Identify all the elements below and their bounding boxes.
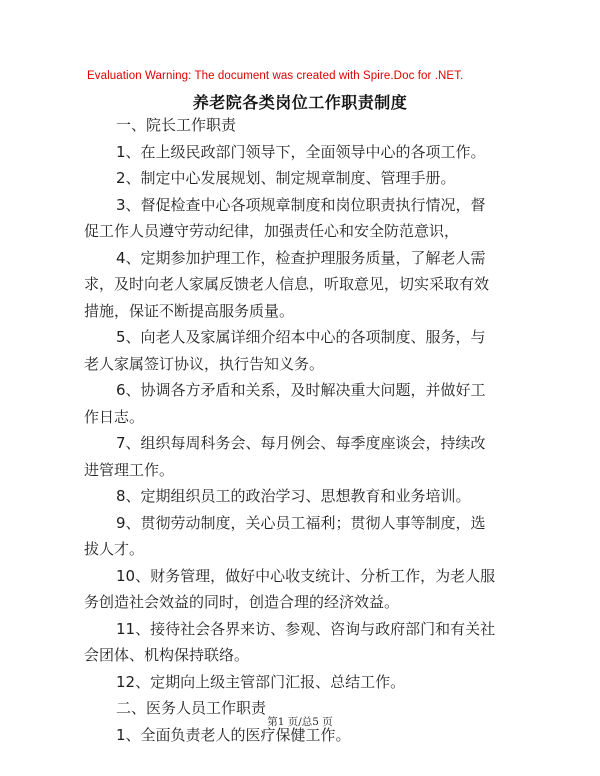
page-footer: 第1 页/总5 页 xyxy=(267,716,333,728)
section-heading: 二、医务人员工作职责 xyxy=(116,699,267,717)
paragraph-line: 3、督促检查中心各项规章制度和岗位职责执行情况，督 xyxy=(116,195,486,214)
paragraph-line: 6、协调各方矛盾和关系，及时解决重大问题，并做好工 xyxy=(116,381,486,399)
paragraph-line: 4、定期参加护理工作，检查护理服务质量，了解老人需 xyxy=(116,248,486,267)
paragraph-line: 2、制定中心发展规划、制定规章制度、管理手册。 xyxy=(116,169,456,187)
paragraph-line: 1、全面负责老人的医疗保健工作。 xyxy=(116,725,351,744)
paragraph-line: 会团体、机构保持联络。 xyxy=(84,646,250,664)
section-heading: 一、院长工作职责 xyxy=(116,116,237,134)
paragraph-line: 进管理工作。 xyxy=(84,460,175,479)
paragraph-line: 作日志。 xyxy=(84,407,145,426)
paragraph-line: 务创造社会效益的同时，创造合理的经济效益。 xyxy=(84,593,400,611)
paragraph-line: 11、接待社会各界来访、参观、咨询与政府部门和有关社 xyxy=(116,619,496,638)
paragraph-line: 10、财务管理，做好中心收支统计、分析工作，为老人服 xyxy=(116,566,496,585)
paragraph-line: 5、向老人及家属详细介绍本中心的各项制度、服务，与 xyxy=(116,328,486,346)
paragraph-line: 8、定期组织员工的政治学习、思想教育和业务培训。 xyxy=(116,487,471,505)
paragraph-line: 老人家属签订协议，执行告知义务。 xyxy=(84,354,325,373)
paragraph-line: 拔人才。 xyxy=(84,540,145,558)
paragraph-line: 1、在上级民政部门领导下，全面领导中心的各项工作。 xyxy=(116,142,486,161)
document-title: 养老院各类岗位工作职责制度 xyxy=(192,93,408,112)
paragraph-line: 求，及时向老人家属反馈老人信息，听取意见，切实采取有效 xyxy=(84,275,490,293)
paragraph-line: 7、组织每周科务会、每月例会、每季度座谈会，持续改 xyxy=(116,434,486,452)
evaluation-warning: Evaluation Warning: The document was created with Spire.Doc for .NET. xyxy=(87,70,464,82)
paragraph-line: 9、贯彻劳动制度，关心员工福利；贯彻人事等制度，选 xyxy=(116,513,486,532)
paragraph-line: 12、定期向上级主管部门汇报、总结工作。 xyxy=(116,672,406,691)
document-body xyxy=(84,112,514,748)
paragraph-line: 措施，保证不断提高服务质量。 xyxy=(84,301,295,320)
paragraph-line: 促工作人员遵守劳动纪律，加强责任心和安全防范意识， xyxy=(84,222,460,240)
